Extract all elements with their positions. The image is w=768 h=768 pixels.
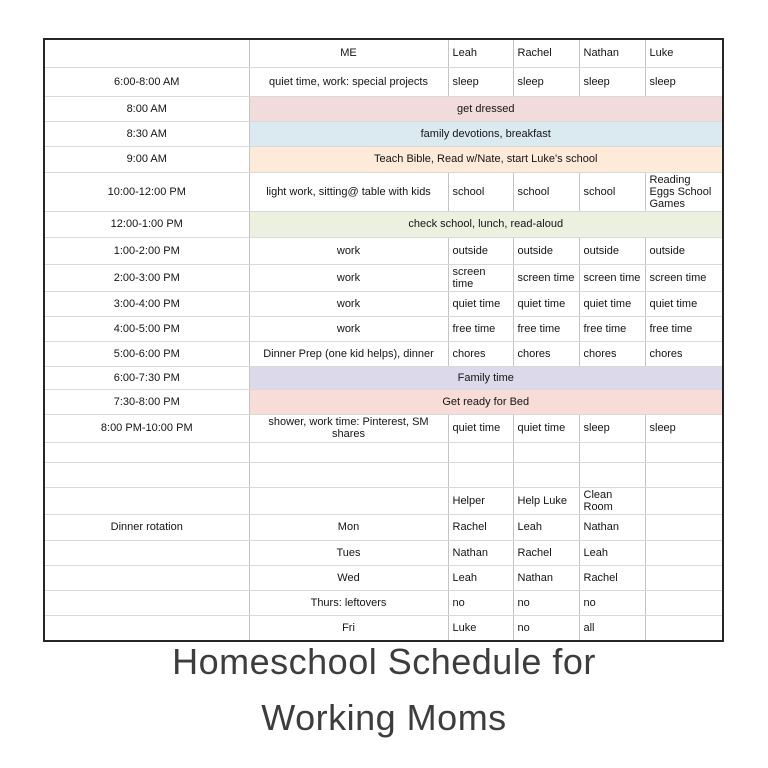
table-row xyxy=(44,316,723,341)
kid-cell: screen time xyxy=(645,264,723,291)
me-cell xyxy=(249,442,448,462)
me-cell: Tues xyxy=(249,540,448,565)
kid-cell: screen time xyxy=(513,264,579,291)
kid-cell: Nathan xyxy=(579,514,645,540)
kid-cell: chores xyxy=(513,341,579,366)
kid-cell: school xyxy=(579,172,645,211)
table-row xyxy=(44,414,723,442)
merged-activity-cell: Family time xyxy=(249,366,723,389)
kid-cell xyxy=(448,462,513,487)
table-row xyxy=(44,146,723,172)
kid-cell: outside xyxy=(579,237,645,264)
subheader-cell: Help Luke xyxy=(513,487,579,514)
kid-cell: sleep xyxy=(645,67,723,96)
merged-activity-cell: check school, lunch, read-aloud xyxy=(249,211,723,237)
time-cell xyxy=(44,462,249,487)
schedule-table-body xyxy=(44,39,723,641)
kid-cell: no xyxy=(579,590,645,615)
table-row xyxy=(44,172,723,211)
header-cell: ME xyxy=(249,39,448,67)
kid-cell: quiet time xyxy=(448,414,513,442)
time-cell: 3:00-4:00 PM xyxy=(44,291,249,316)
subheader-cell: Clean Room xyxy=(579,487,645,514)
kid-cell: sleep xyxy=(645,414,723,442)
time-cell: 8:00 AM xyxy=(44,96,249,121)
header-cell: Leah xyxy=(448,39,513,67)
me-cell: Mon xyxy=(249,514,448,540)
kid-cell xyxy=(579,442,645,462)
kid-cell: sleep xyxy=(579,414,645,442)
table-row xyxy=(44,96,723,121)
table-row xyxy=(44,341,723,366)
kid-cell: Rachel xyxy=(579,565,645,590)
table-row xyxy=(44,366,723,389)
kid-cell: free time xyxy=(448,316,513,341)
time-cell: 7:30-8:00 PM xyxy=(44,389,249,414)
kid-cell: Rachel xyxy=(513,540,579,565)
header-row xyxy=(44,39,723,67)
time-cell: 4:00-5:00 PM xyxy=(44,316,249,341)
kid-cell: quiet time xyxy=(513,414,579,442)
page-title-line1: Homeschool Schedule for xyxy=(172,641,596,682)
kid-cell: quiet time xyxy=(579,291,645,316)
time-cell: 8:30 AM xyxy=(44,121,249,146)
table-row xyxy=(44,565,723,590)
kid-cell: outside xyxy=(645,237,723,264)
time-cell: 6:00-8:00 AM xyxy=(44,67,249,96)
me-cell: work xyxy=(249,237,448,264)
kid-cell xyxy=(645,565,723,590)
time-cell: 2:00-3:00 PM xyxy=(44,264,249,291)
kid-cell: no xyxy=(513,590,579,615)
kid-cell: Leah xyxy=(448,565,513,590)
kid-cell: Nathan xyxy=(513,565,579,590)
time-cell xyxy=(44,540,249,565)
kid-cell: free time xyxy=(645,316,723,341)
header-cell: Rachel xyxy=(513,39,579,67)
kid-cell xyxy=(645,590,723,615)
kid-cell: quiet time xyxy=(448,291,513,316)
table-row xyxy=(44,487,723,514)
kid-cell: outside xyxy=(448,237,513,264)
page-title-line2: Working Moms xyxy=(261,697,507,738)
me-cell: shower, work time: Pinterest, SM shares xyxy=(249,414,448,442)
me-cell xyxy=(249,462,448,487)
kid-cell: Leah xyxy=(579,540,645,565)
table-row xyxy=(44,67,723,96)
merged-activity-cell: Teach Bible, Read w/Nate, start Luke's school xyxy=(249,146,723,172)
me-cell: work xyxy=(249,264,448,291)
kid-cell xyxy=(645,540,723,565)
table-row xyxy=(44,291,723,316)
kid-cell: sleep xyxy=(579,67,645,96)
table-row xyxy=(44,540,723,565)
table-row xyxy=(44,442,723,462)
me-cell: quiet time, work: special projects xyxy=(249,67,448,96)
kid-cell: Luke xyxy=(448,615,513,641)
page-title xyxy=(0,634,768,746)
schedule-table xyxy=(43,38,724,642)
kid-cell: outside xyxy=(513,237,579,264)
kid-cell xyxy=(579,462,645,487)
kid-cell: chores xyxy=(448,341,513,366)
corner-cell xyxy=(44,39,249,67)
kid-cell xyxy=(645,514,723,540)
kid-cell: quiet time xyxy=(645,291,723,316)
kid-cell: Reading Eggs School Games xyxy=(645,172,723,211)
time-cell: 5:00-6:00 PM xyxy=(44,341,249,366)
merged-activity-cell: Get ready for Bed xyxy=(249,389,723,414)
kid-cell: sleep xyxy=(448,67,513,96)
time-cell: 10:00-12:00 PM xyxy=(44,172,249,211)
kid-cell: free time xyxy=(579,316,645,341)
me-cell: Wed xyxy=(249,565,448,590)
kid-cell: screen time xyxy=(579,264,645,291)
subheader-cell xyxy=(645,487,723,514)
kid-cell xyxy=(513,442,579,462)
merged-activity-cell: get dressed xyxy=(249,96,723,121)
kid-cell: sleep xyxy=(513,67,579,96)
me-cell xyxy=(249,487,448,514)
kid-cell xyxy=(645,442,723,462)
kid-cell: Leah xyxy=(513,514,579,540)
kid-cell: free time xyxy=(513,316,579,341)
time-cell xyxy=(44,590,249,615)
kid-cell: screen time xyxy=(448,264,513,291)
me-cell: light work, sitting@ table with kids xyxy=(249,172,448,211)
kid-cell: Nathan xyxy=(448,540,513,565)
table-row xyxy=(44,211,723,237)
me-cell: Fri xyxy=(249,615,448,641)
kid-cell: quiet time xyxy=(513,291,579,316)
subheader-cell: Helper xyxy=(448,487,513,514)
kid-cell: chores xyxy=(645,341,723,366)
table-row xyxy=(44,121,723,146)
kid-cell: Rachel xyxy=(448,514,513,540)
time-cell: 8:00 PM-10:00 PM xyxy=(44,414,249,442)
time-cell xyxy=(44,565,249,590)
time-cell xyxy=(44,442,249,462)
kid-cell: chores xyxy=(579,341,645,366)
kid-cell xyxy=(513,462,579,487)
header-cell: Luke xyxy=(645,39,723,67)
time-cell: 1:00-2:00 PM xyxy=(44,237,249,264)
time-cell: Dinner rotation xyxy=(44,514,249,540)
kid-cell: all xyxy=(579,615,645,641)
time-cell: 6:00-7:30 PM xyxy=(44,366,249,389)
me-cell: Dinner Prep (one kid helps), dinner xyxy=(249,341,448,366)
time-cell: 9:00 AM xyxy=(44,146,249,172)
me-cell: work xyxy=(249,291,448,316)
table-row xyxy=(44,590,723,615)
time-cell xyxy=(44,487,249,514)
table-row xyxy=(44,389,723,414)
table-row xyxy=(44,237,723,264)
merged-activity-cell: family devotions, breakfast xyxy=(249,121,723,146)
time-cell: 12:00-1:00 PM xyxy=(44,211,249,237)
me-cell: work xyxy=(249,316,448,341)
kid-cell xyxy=(448,442,513,462)
kid-cell: no xyxy=(448,590,513,615)
kid-cell: no xyxy=(513,615,579,641)
me-cell: Thurs: leftovers xyxy=(249,590,448,615)
table-row xyxy=(44,514,723,540)
table-row xyxy=(44,462,723,487)
header-cell: Nathan xyxy=(579,39,645,67)
kid-cell xyxy=(645,462,723,487)
kid-cell: school xyxy=(513,172,579,211)
kid-cell: school xyxy=(448,172,513,211)
table-row xyxy=(44,264,723,291)
